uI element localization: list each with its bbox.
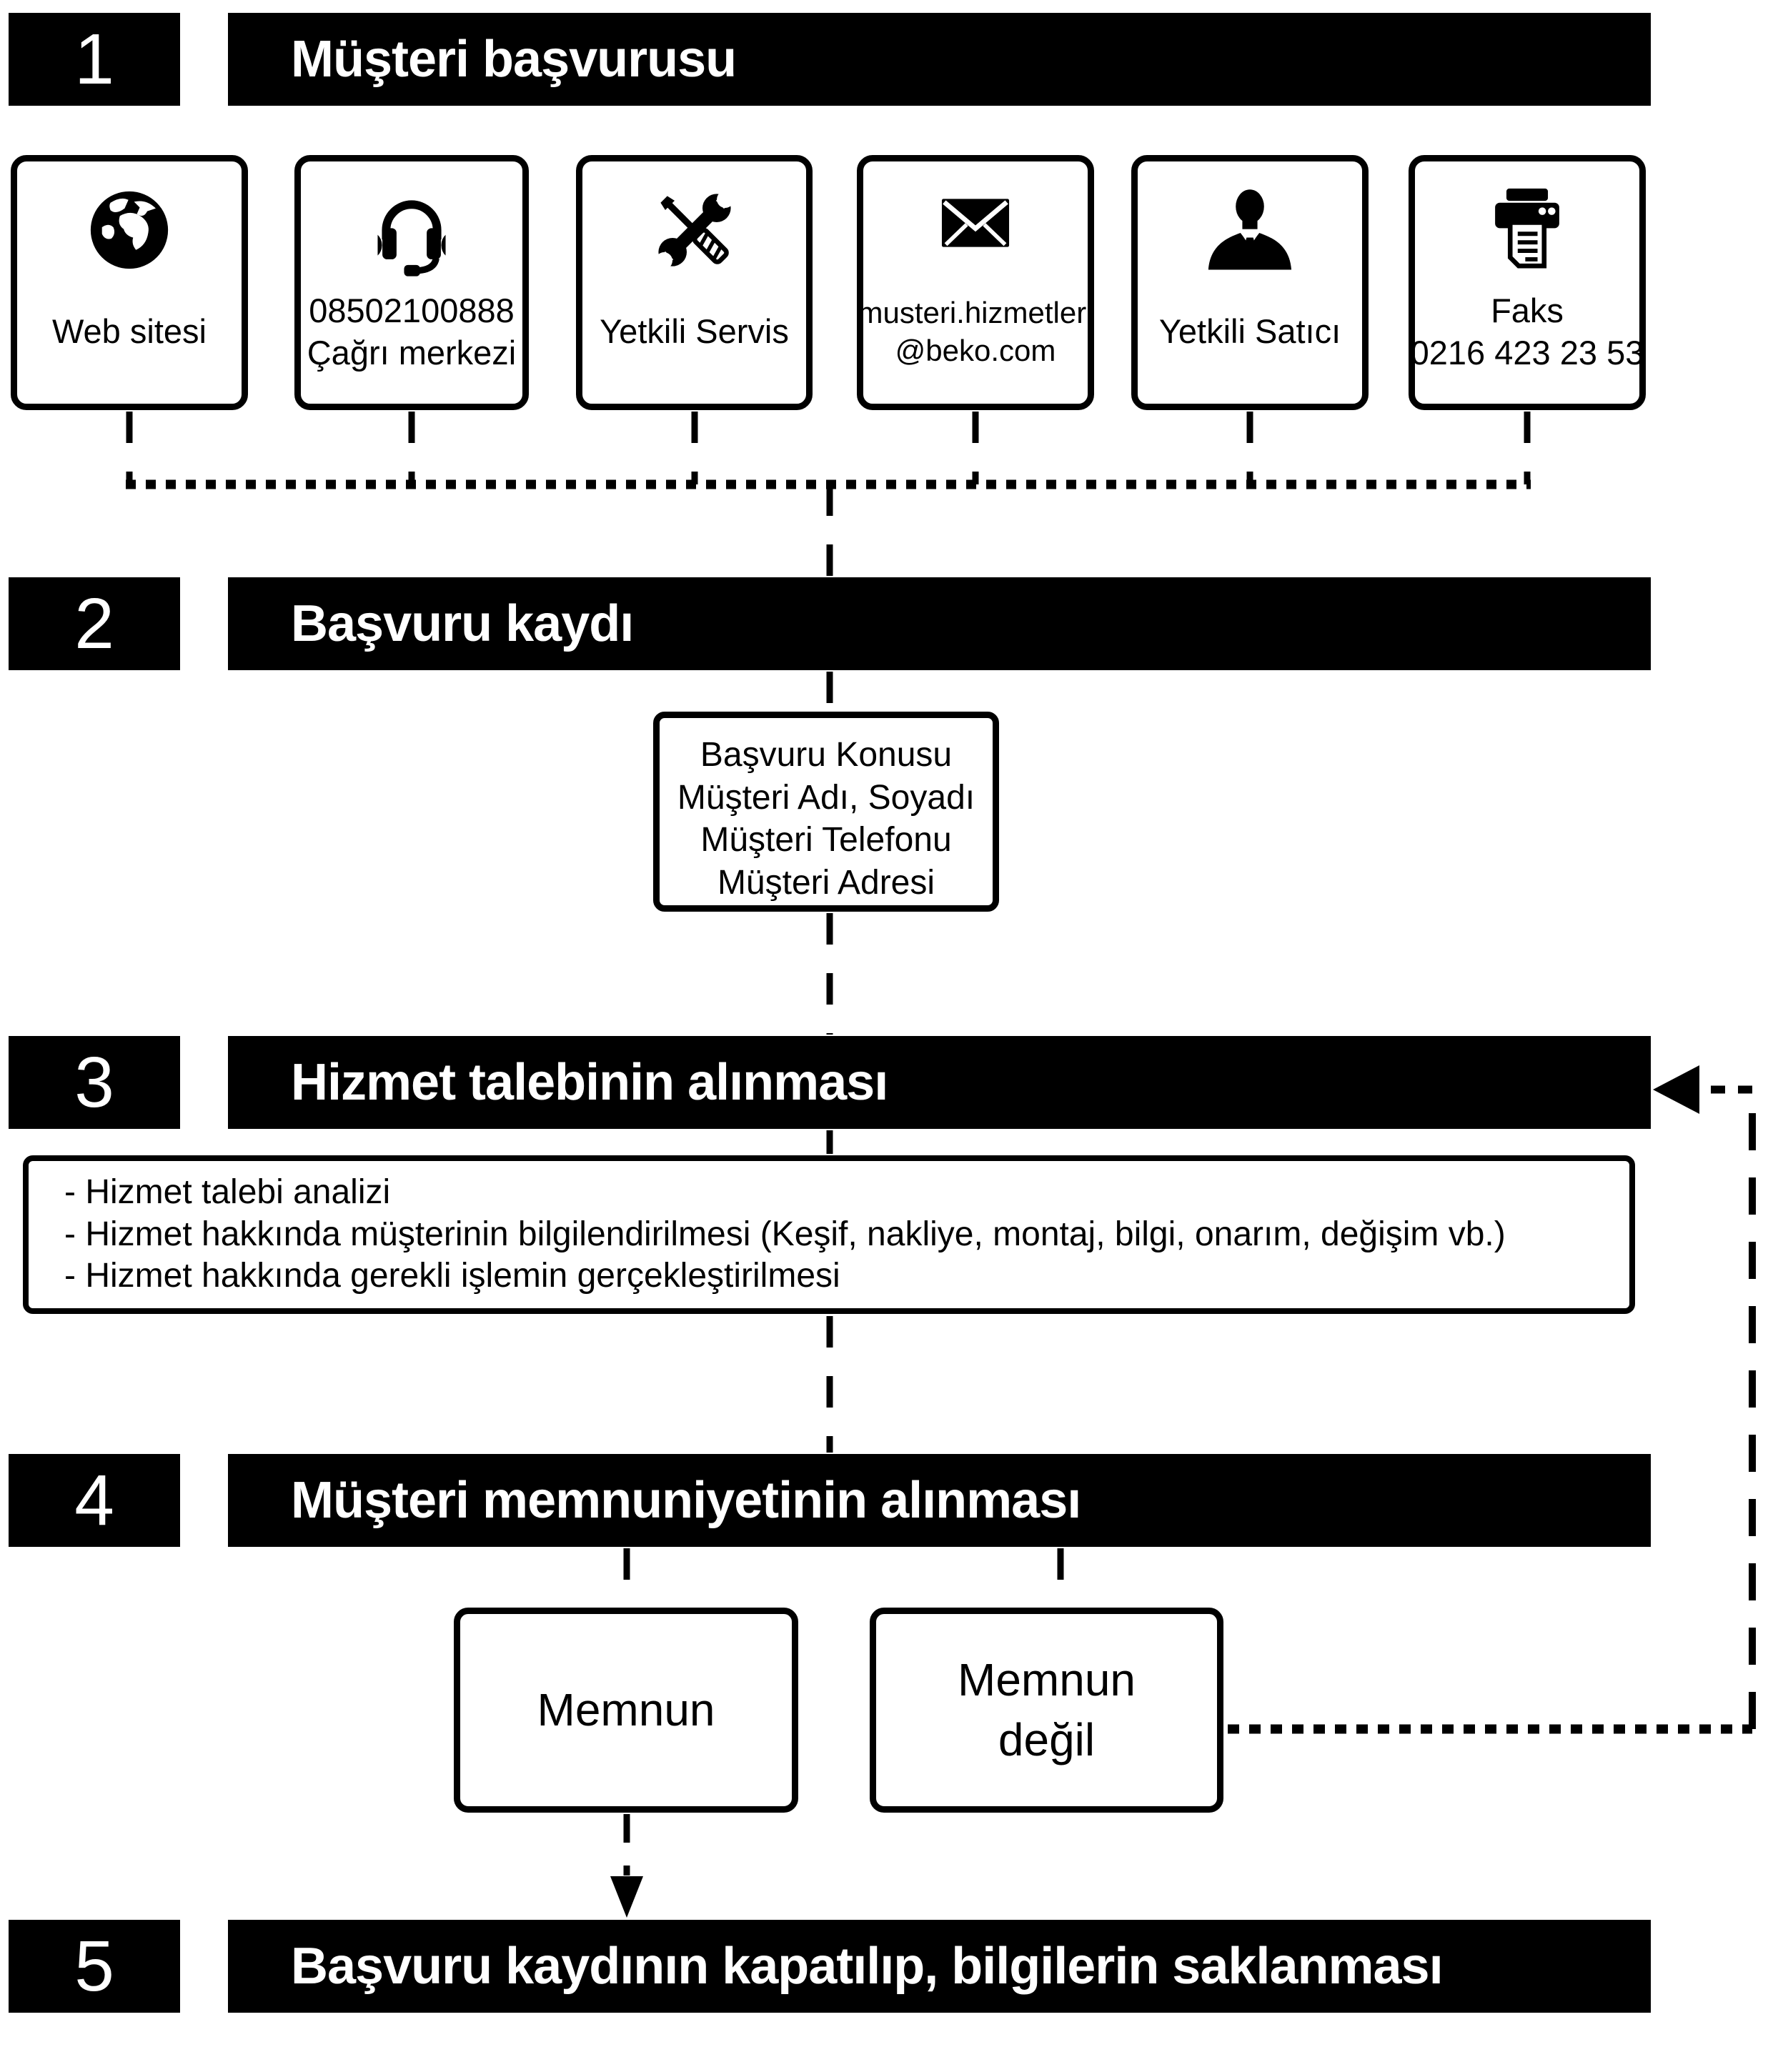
record-field: Müşteri Adresi bbox=[717, 863, 935, 902]
channel-label-authorized-dealer bbox=[1139, 284, 1361, 379]
globe-icon bbox=[17, 183, 242, 277]
action-item: - Hizmet hakkında müşterinin bilgilendirilmesi (Keşif, nakliye, montaj, bilgi, onarım, değişim vb.) bbox=[64, 1215, 1506, 1253]
channel-label-email bbox=[858, 284, 1093, 379]
step-4-title-bar bbox=[228, 1454, 1651, 1547]
outcome-label: Memnun bbox=[537, 1683, 715, 1735]
action-item: - Hizmet hakkında gerekli işlemin gerçekleştirilmesi bbox=[64, 1257, 840, 1295]
step-3-title-bar bbox=[228, 1036, 1651, 1129]
channel-box-call-center bbox=[294, 155, 529, 410]
outcome-box-satisfied bbox=[454, 1608, 798, 1813]
record-field: Müşteri Telefonu bbox=[700, 821, 952, 860]
channel-label-line: Yetkili Satıcı bbox=[1158, 312, 1341, 351]
channel-label-authorized-service bbox=[584, 284, 805, 379]
channel-label-line: @beko.com bbox=[895, 333, 1056, 367]
envelope-icon bbox=[863, 183, 1088, 263]
step-5-title: Başvuru kaydının kapatılıp, bilgilerin saklanması bbox=[291, 1938, 1443, 1995]
channel-label-line: musteri.hizmetleri bbox=[858, 296, 1093, 330]
arrowhead-feedback-left bbox=[1653, 1065, 1699, 1114]
channel-label-line: Çağrı merkezi bbox=[307, 333, 517, 372]
channel-label-line: Web sitesi bbox=[52, 312, 207, 351]
channel-label-line: Faks bbox=[1491, 292, 1564, 330]
record-field: Müşteri Adı, Soyadı bbox=[677, 778, 975, 817]
arrowhead-down-step5 bbox=[610, 1876, 643, 1918]
tools-icon bbox=[582, 183, 806, 277]
outcome-box-not-satisfied bbox=[870, 1608, 1223, 1813]
step-2-title-bar bbox=[228, 577, 1651, 670]
step-5-title-bar bbox=[228, 1920, 1651, 2013]
service-request-actions-box bbox=[23, 1155, 1635, 1314]
channel-label-line: 0216 423 23 53 bbox=[1410, 333, 1644, 372]
channel-label-call-center bbox=[302, 284, 521, 379]
step-3-number-badge: 3 bbox=[9, 1036, 180, 1129]
step-1-title: Müşteri başvurusu bbox=[291, 31, 737, 88]
step-1-number-badge: 1 bbox=[9, 13, 180, 106]
outcome-label: Memnun bbox=[958, 1654, 1136, 1706]
channel-label-line: 08502100888 bbox=[309, 292, 515, 330]
application-record-box bbox=[653, 712, 999, 912]
step-4-title: Müşteri memnuniyetinin alınması bbox=[291, 1472, 1081, 1529]
headset-icon bbox=[301, 183, 522, 277]
step-5-number-badge: 5 bbox=[9, 1920, 180, 2013]
fax-icon bbox=[1415, 183, 1639, 277]
channel-box-authorized-dealer bbox=[1131, 155, 1369, 410]
outcome-label: değil bbox=[998, 1713, 1096, 1765]
channel-label-website bbox=[19, 284, 240, 379]
channel-label-fax bbox=[1410, 284, 1644, 379]
channel-box-authorized-service bbox=[576, 155, 813, 410]
step-2-number-badge: 2 bbox=[9, 577, 180, 670]
channel-box-website bbox=[11, 155, 248, 410]
step-3-title: Hizmet talebinin alınması bbox=[291, 1054, 888, 1111]
channel-box-email bbox=[857, 155, 1094, 410]
businessman-icon bbox=[1138, 183, 1362, 277]
step-4-number-badge: 4 bbox=[9, 1454, 180, 1547]
step-2-title: Başvuru kaydı bbox=[291, 595, 634, 652]
step-1-title-bar bbox=[228, 13, 1651, 106]
channel-box-fax bbox=[1409, 155, 1646, 410]
action-item: - Hizmet talebi analizi bbox=[64, 1173, 391, 1212]
channel-label-line: Yetkili Servis bbox=[600, 312, 789, 351]
record-field: Başvuru Konusu bbox=[700, 736, 953, 774]
